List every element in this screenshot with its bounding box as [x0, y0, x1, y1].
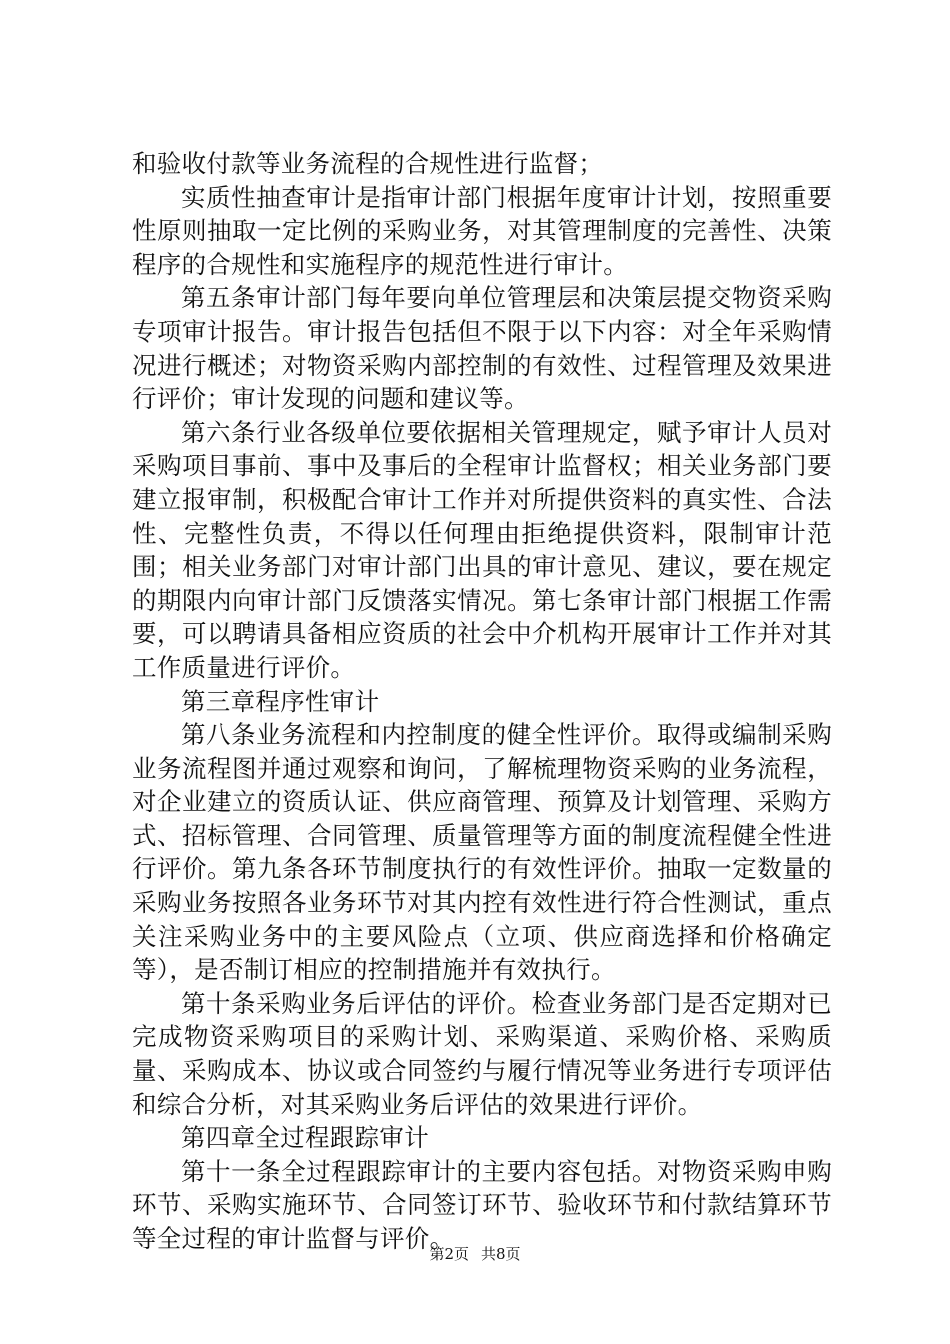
chapter-4-heading: 第四章全过程跟踪审计 — [181, 1123, 429, 1153]
paragraph-substantive-audit: 实质性抽查审计是指审计部门根据年度审计计划，按照重要性原则抽取一定比例的采购业务，对其管理制度的完善性、决策程序的合规性和实施程序的规范性进行审计。 — [132, 182, 832, 279]
page-total: 共8页 — [481, 1245, 521, 1263]
paragraph-article-5: 第五条审计部门每年要向单位管理层和决策层提交物资采购专项审计报告。审计报告包括但不限于以下内容：对全年采购情况进行概述；对物资采购内部控制的有效性、过程管理及效果进行评价；审计发现的问题和建议等。 — [132, 283, 832, 414]
page-footer — [0, 1244, 950, 1264]
document-body — [132, 147, 832, 1256]
page-number: 第2页 — [429, 1245, 469, 1263]
paragraph-article-8-9: 第八条业务流程和内控制度的健全性评价。取得或编制采购业务流程图并通过观察和询问，了解梳理物资采购的业务流程，对企业建立的资质认证、供应商管理、预算及计划管理、采购方式、招标管理、合同管理、质量管理等方面的制度流程健全性进行评价。第九条各环节制度执行的有效性评价。抽取一定数量的采购业务按照各业务环节对其内控有效性进行符合性测试，重点关注采购业务中的主要风险点（立项、供应商选择和价格确定等），是否制订相应的控制措施并有效执行。 — [132, 720, 832, 985]
paragraph-continuation: 和验收付款等业务流程的合规性进行监督； — [132, 149, 604, 178]
paragraph-article-11: 第十一条全过程跟踪审计的主要内容包括。对物资采购申购环节、采购实施环节、合同签订环节、验收环节和付款结算环节等全过程的审计监督与评价。 — [132, 1156, 832, 1253]
chapter-3-heading: 第三章程序性审计 — [181, 686, 380, 716]
paragraph-article-10: 第十条采购业务后评估的评价。检查业务部门是否定期对已完成物资采购项目的采购计划、采购渠道、采购价格、采购质量、采购成本、协议或合同签约与履行情况等业务进行专项评估和综合分析，对其采购业务后评估的效果进行评价。 — [132, 988, 832, 1119]
paragraph-article-6-7: 第六条行业各级单位要依据相关管理规定，赋予审计人员对采购项目事前、事中及事后的全程审计监督权；相关业务部门要建立报审制，积极配合审计工作并对所提供资料的真实性、合法性、完整性负责，不得以任何理由拒绝提供资料，限制审计范围；相关业务部门对审计部门出具的审计意见、建议，要在规定的期限内向审计部门反馈落实情况。第七条审计部门根据工作需要，可以聘请具备相应资质的社会中介机构开展审计工作并对其工作质量进行评价。 — [132, 417, 832, 682]
